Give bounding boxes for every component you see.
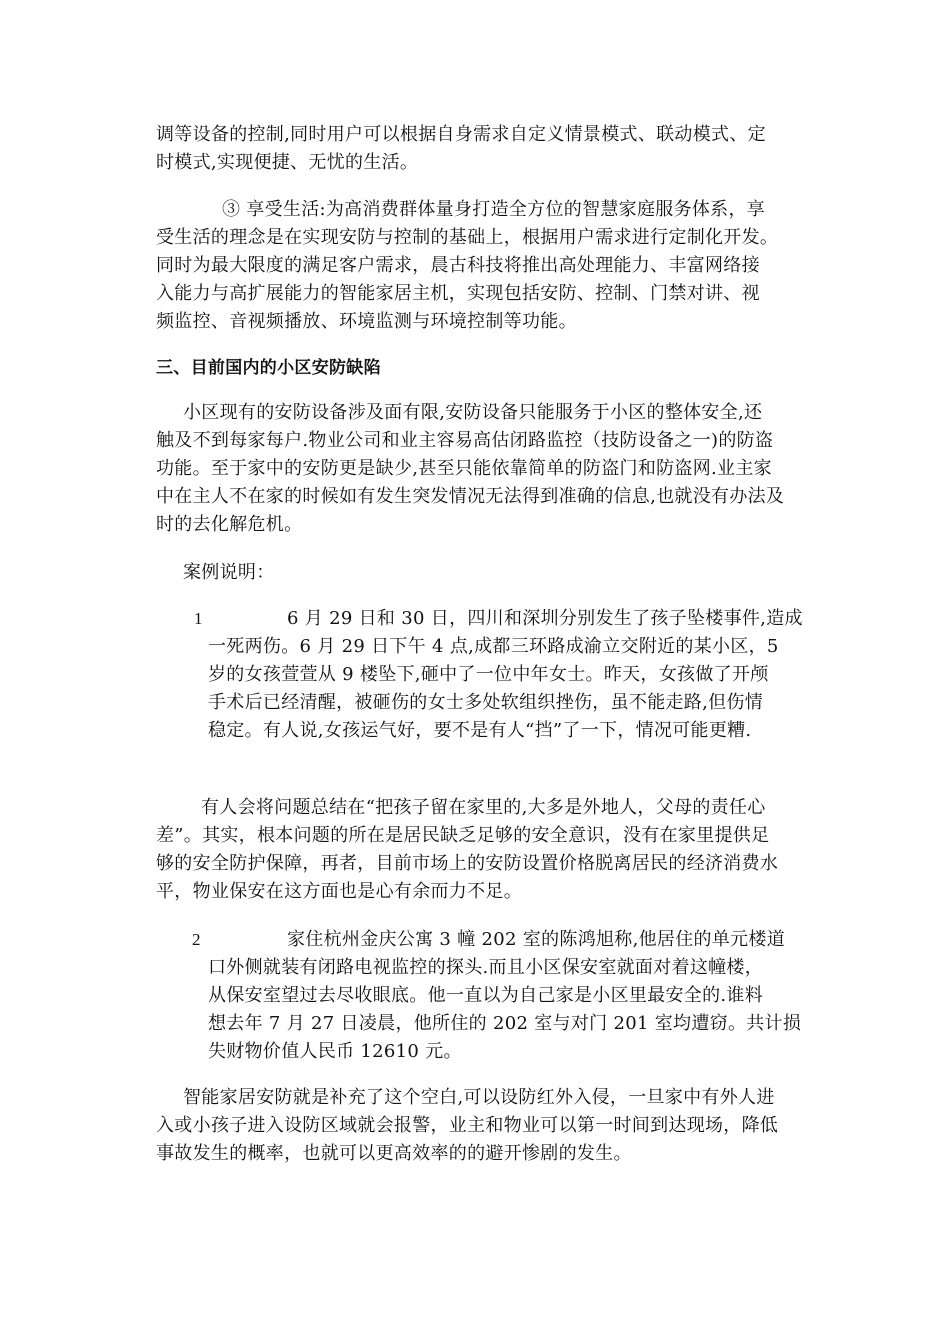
text-line: 家住杭州金庆公寓 3 幢 202 室的陈鸿旭称,他居住的单元楼道 — [287, 929, 786, 950]
text-line: 事故发生的概率，也就可以更高效率的的避开惨剧的发生。 — [156, 1143, 632, 1164]
text-line: 有人会将问题总结在“把孩子留在家里的,大多是外地人，父母的责任心 — [201, 797, 766, 818]
text-line: 受生活的理念是在实现安防与控制的基础上，根据用户需求进行定制化开发。 — [156, 227, 779, 248]
text-line: 入能力与高扩展能力的智能家居主机，实现包括安防、控制、门禁对讲、视 — [156, 283, 760, 304]
text-line: 口外侧就装有闭路电视监控的探头.而且小区保安室就面对着这幢楼， — [208, 957, 764, 978]
text-line: 稳定。有人说,女孩运气好，要不是有人“挡”了一下，情况可能更糟. — [208, 720, 752, 741]
text-line: 差”。其实，根本问题的所在是居民缺乏足够的安全意识，没有在家里提供足 — [156, 825, 770, 846]
text-line: 功能。至于家中的安防更是缺少,甚至只能依靠简单的防盗门和防盗网.业主家 — [156, 458, 772, 479]
text-line: 手术后已经清醒，被砸伤的女士多处软组织挫伤，虽不能走路,但伤情 — [208, 692, 764, 713]
case-number: 1 — [194, 609, 203, 628]
text-line: 时模式,实现便捷、无忧的生活。 — [156, 152, 419, 173]
text-line: 从保安室望过去尽收眼底。他一直以为自己家是小区里最安全的.谁料 — [208, 985, 764, 1006]
text-line: 触及不到每家每户.物业公司和业主容易高估闭路监控（技防设备之一)的防盗 — [156, 430, 774, 451]
section-heading: 三、目前国内的小区安防缺陷 — [156, 358, 381, 378]
text-line: 同时为最大限度的满足客户需求，晨古科技将推出高处理能力、丰富网络接 — [156, 255, 760, 276]
text-line: 频监控、音视频播放、环境监测与环境控制等功能。 — [156, 311, 577, 332]
text-line: 调等设备的控制,同时用户可以根据自身需求自定义情景模式、联动模式、定 — [156, 124, 766, 145]
text-line: 时的去化解危机。 — [156, 514, 303, 535]
text-line: 平，物业保安在这方面也是心有余而力不足。 — [156, 881, 522, 902]
text-line: 岁的女孩萱萱从 9 楼坠下,砸中了一位中年女士。昨天，女孩做了开颅 — [208, 664, 769, 685]
case-label: 案例说明： — [183, 562, 275, 583]
text-line: 6 月 29 日和 30 日，四川和深圳分别发生了孩子坠楼事件,造成 — [287, 608, 803, 629]
text-line: 智能家居安防就是补充了这个空白,可以设防红外入侵，一旦家中有外人进 — [183, 1087, 775, 1108]
case-number: 2 — [192, 930, 201, 949]
text-line: 失财物价值人民币 12610 元。 — [208, 1041, 462, 1062]
text-line: 一死两伤。6 月 29 日下午 4 点,成都三环路成渝立交附近的某小区，5 — [208, 636, 779, 657]
text-line: 够的安全防护保障，再者，目前市场上的安防设置价格脱离居民的经济消费水 — [156, 853, 779, 874]
text-line: 想去年 7 月 27 日凌晨，他所住的 202 室与对门 201 室均遭窃。共计损 — [208, 1013, 802, 1034]
text-line: ③ 享受生活:为高消费群体量身打造全方位的智慧家庭服务体系，享 — [222, 199, 766, 220]
text-line: 入或小孩子进入设防区域就会报警，业主和物业可以第一时间到达现场，降低 — [156, 1115, 779, 1136]
text-line: 小区现有的安防设备涉及面有限,安防设备只能服务于小区的整体安全,还 — [183, 402, 763, 423]
text-line: 中在主人不在家的时候如有发生突发情况无法得到准确的信息,也就没有办法及 — [156, 486, 785, 507]
